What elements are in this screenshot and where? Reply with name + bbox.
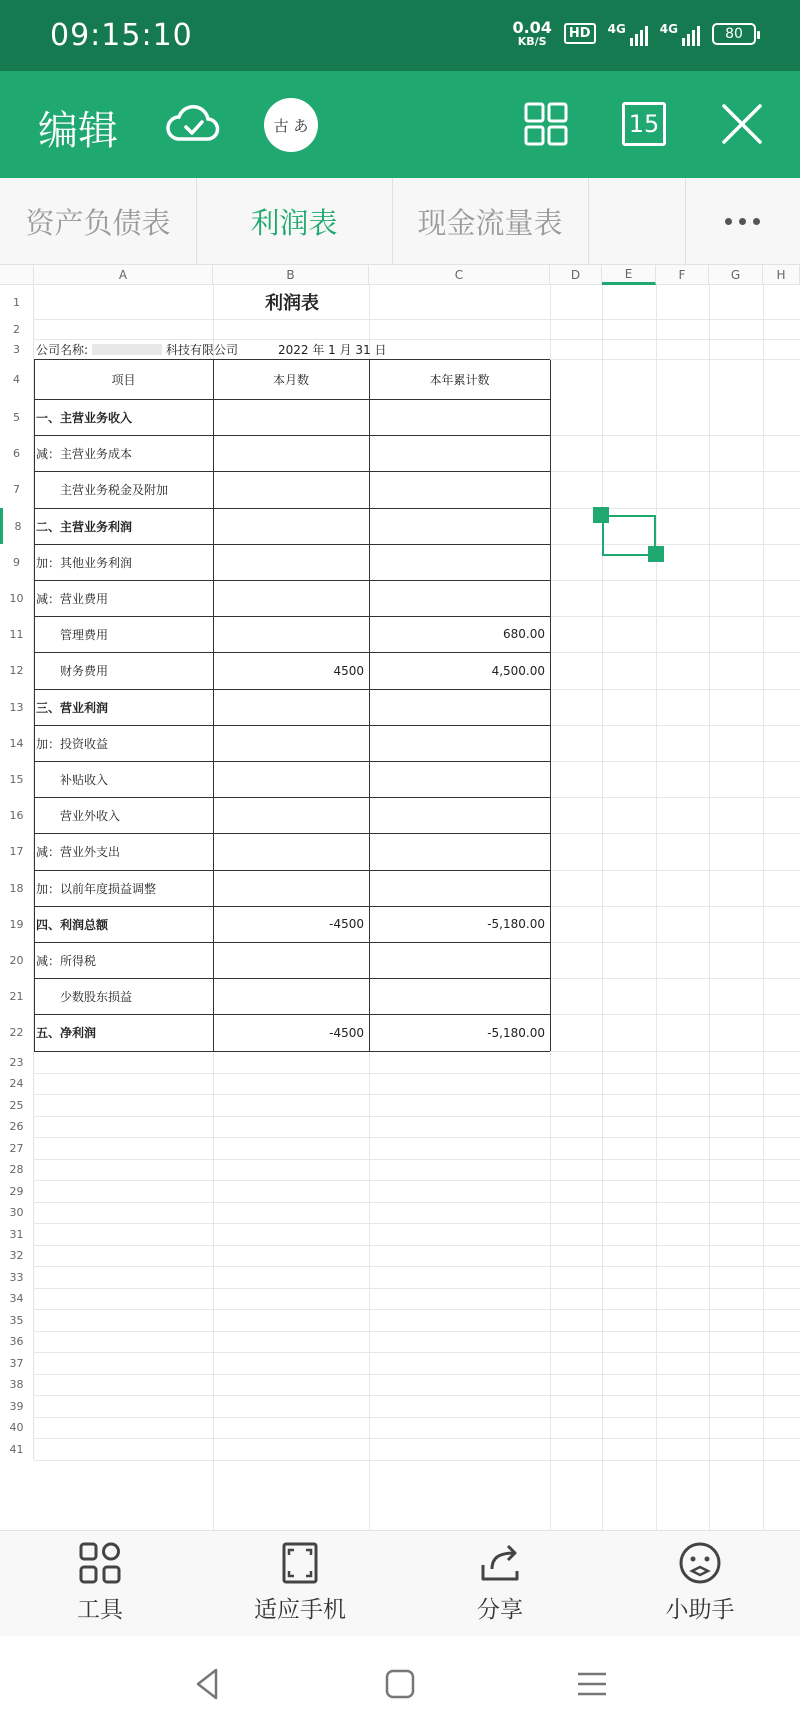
status-icons [512, 20, 756, 47]
hd-icon: HD [564, 23, 596, 44]
row-header[interactable]: 32 [0, 1245, 34, 1266]
column-header[interactable]: F [656, 265, 709, 285]
table-cell-ytd[interactable] [369, 435, 550, 471]
table-cell-item[interactable]: 三、营业利润 [36, 700, 109, 715]
tab-income-statement[interactable]: 利润表 [250, 206, 338, 240]
more-icon[interactable] [685, 178, 800, 265]
sheet-title[interactable]: 利润表 [265, 293, 319, 314]
row-header[interactable]: 39 [0, 1395, 34, 1417]
column-header-selected[interactable]: E [602, 265, 656, 285]
column-header[interactable]: B [213, 265, 369, 285]
table-cell-item[interactable]: 一、主营业务收入 [36, 410, 133, 425]
table-cell-ytd[interactable] [369, 833, 550, 870]
table-cell-ytd[interactable]: -5,180.00 [487, 917, 545, 931]
row-header[interactable]: 21 [0, 978, 34, 1014]
sheet-tabs [0, 178, 800, 265]
table-cell-month[interactable] [213, 399, 369, 435]
table-cell-ytd[interactable] [369, 471, 550, 508]
tab-balance-sheet[interactable]: 资产负债表 [25, 206, 171, 240]
row-header[interactable]: 15 [0, 761, 34, 797]
header-month[interactable]: 本月数 [272, 372, 309, 387]
row-header[interactable]: 8 [0, 508, 34, 544]
header-ytd[interactable]: 本年累计数 [429, 372, 490, 387]
report-date-cell[interactable]: 2022 年 1 月 31 日 [278, 342, 387, 357]
table-cell-item[interactable]: 减：营业外支出 [36, 845, 121, 859]
table-cell-item[interactable]: 补贴收入 [60, 772, 109, 787]
row-header[interactable]: 37 [0, 1352, 34, 1374]
row-header[interactable]: 11 [0, 616, 34, 652]
table-cell-ytd[interactable] [369, 761, 550, 797]
table-cell-item[interactable]: 四、利润总额 [36, 917, 109, 932]
table-cell-month[interactable] [213, 508, 369, 544]
spreadsheet-grid[interactable] [0, 265, 800, 1530]
row-header[interactable]: 10 [0, 580, 34, 616]
row-header[interactable]: 5 [0, 399, 34, 435]
bottom-toolbar [0, 1530, 800, 1636]
table-cell-item[interactable]: 减：所得税 [36, 953, 97, 968]
assistant-icon [678, 1541, 722, 1585]
table-cell-month[interactable] [213, 544, 369, 580]
assistant-button[interactable]: 小助手 [610, 1541, 790, 1631]
table-cell-ytd[interactable] [369, 870, 550, 906]
row-header[interactable]: 40 [0, 1417, 34, 1438]
table-cell-month[interactable] [213, 689, 369, 725]
table-cell-month[interactable] [213, 797, 369, 833]
edit-button[interactable]: 编辑 [38, 108, 118, 154]
row-header[interactable]: 16 [0, 797, 34, 833]
row-header[interactable]: 33 [0, 1266, 34, 1288]
signal-icon: 4G [660, 22, 700, 46]
tools-button[interactable]: 工具 [10, 1541, 190, 1631]
fit-phone-button[interactable]: 适应手机 [210, 1541, 390, 1631]
table-cell-ytd[interactable] [369, 978, 550, 1014]
table-cell-item[interactable]: 减：营业费用 [36, 591, 109, 606]
row-header[interactable]: 22 [0, 1014, 34, 1051]
table-cell-ytd[interactable]: -5,180.00 [487, 1025, 545, 1040]
table-cell-ytd[interactable] [369, 797, 550, 833]
row-header[interactable]: 7 [0, 471, 34, 508]
calendar-icon[interactable]: 15 [622, 102, 666, 146]
row-header[interactable]: 30 [0, 1202, 34, 1223]
column-header[interactable]: C [369, 265, 550, 285]
table-cell-month[interactable]: -4500 [329, 917, 364, 931]
row-header[interactable]: 35 [0, 1309, 34, 1331]
row-header[interactable]: 9 [0, 544, 34, 580]
app-header [0, 71, 800, 178]
table-cell-month[interactable] [213, 580, 369, 616]
row-header[interactable]: 23 [0, 1051, 34, 1073]
table-cell-item[interactable]: 少数股东损益 [60, 989, 133, 1004]
table-cell-ytd[interactable] [369, 544, 550, 580]
cloud-sync-icon[interactable] [165, 101, 221, 145]
system-nav-bar [0, 1636, 800, 1733]
row-header[interactable]: 24 [0, 1073, 34, 1094]
table-cell-item[interactable]: 加：以前年度损益调整 [36, 881, 157, 896]
row-header[interactable]: 25 [0, 1094, 34, 1116]
table-cell-item[interactable]: 主营业务税金及附加 [60, 483, 169, 497]
row-header[interactable]: 36 [0, 1331, 34, 1352]
table-cell-ytd[interactable] [369, 689, 550, 725]
table-cell-item[interactable]: 五、净利润 [36, 1026, 97, 1040]
table-cell-ytd[interactable] [369, 580, 550, 616]
table-cell-month[interactable] [213, 870, 369, 906]
table-cell-ytd[interactable] [369, 399, 550, 435]
table-cell-ytd[interactable]: 4,500.00 [491, 663, 545, 678]
table-cell-item[interactable]: 二、主营业务利润 [36, 519, 133, 534]
table-cell-item[interactable]: 财务费用 [60, 664, 109, 678]
header-item[interactable]: 项目 [111, 372, 136, 387]
battery-icon: 80 [712, 23, 756, 45]
close-icon[interactable] [720, 102, 764, 146]
row-header[interactable]: 18 [0, 870, 34, 906]
share-icon [478, 1541, 522, 1585]
row-header[interactable]: 14 [0, 725, 34, 761]
table-cell-item[interactable]: 管理费用 [60, 627, 109, 642]
corner-cell[interactable] [0, 265, 34, 285]
table-cell-month[interactable] [213, 725, 369, 761]
table-cell-ytd[interactable]: 680.00 [503, 627, 545, 641]
table-cell-month[interactable] [213, 471, 369, 508]
grid-view-icon[interactable] [524, 102, 568, 146]
company-name-cell[interactable]: 公司名称: 科技有限公司 [36, 342, 239, 357]
signal-icon: 4G [608, 22, 648, 46]
table-cell-month[interactable] [213, 761, 369, 797]
selection-handle-bottom[interactable] [648, 546, 664, 562]
column-header[interactable]: G [709, 265, 763, 285]
table-cell-ytd[interactable] [369, 725, 550, 761]
table-cell-month[interactable]: -4500 [329, 1025, 364, 1040]
table-cell-item[interactable]: 加：投资收益 [36, 736, 109, 751]
row-header[interactable]: 3 [0, 339, 34, 359]
table-cell-month[interactable]: 4500 [333, 663, 364, 678]
row-header[interactable]: 2 [0, 319, 34, 339]
table-cell-ytd[interactable] [369, 942, 550, 978]
row-header[interactable]: 1 [0, 285, 34, 319]
row-header[interactable]: 27 [0, 1137, 34, 1159]
row-header[interactable]: 19 [0, 906, 34, 942]
back-icon[interactable] [190, 1666, 226, 1702]
row-header[interactable]: 29 [0, 1180, 34, 1202]
column-header[interactable]: A [34, 265, 213, 285]
row-header[interactable]: 41 [0, 1438, 34, 1460]
net-speed: 0.04 KB/S [512, 18, 552, 48]
avatar[interactable]: 古 あ [264, 98, 318, 152]
table-cell-ytd[interactable] [369, 508, 550, 544]
column-header[interactable]: H [763, 265, 800, 285]
table-cell-month[interactable] [213, 942, 369, 978]
row-header[interactable]: 20 [0, 942, 34, 978]
row-header[interactable]: 4 [0, 359, 34, 399]
row-header[interactable]: 17 [0, 833, 34, 870]
table-cell-month[interactable] [213, 978, 369, 1014]
tab-cash-flow[interactable]: 现金流量表 [417, 206, 563, 240]
menu-icon[interactable] [574, 1666, 610, 1702]
table-cell-item[interactable]: 加：其他业务利润 [36, 555, 133, 570]
row-header[interactable]: 26 [0, 1116, 34, 1137]
row-header[interactable]: 38 [0, 1374, 34, 1395]
selection-handle-top[interactable] [593, 507, 609, 523]
row-header[interactable]: 6 [0, 435, 34, 471]
fit-screen-icon [278, 1541, 322, 1585]
tools-icon [78, 1541, 122, 1585]
row-header[interactable]: 28 [0, 1159, 34, 1180]
row-header[interactable]: 34 [0, 1288, 34, 1309]
home-icon[interactable] [382, 1666, 418, 1702]
row-header[interactable]: 12 [0, 652, 34, 689]
row-header[interactable]: 13 [0, 689, 34, 725]
row-header[interactable]: 31 [0, 1223, 34, 1245]
status-time: 09:15:10 [50, 18, 193, 53]
table-cell-month[interactable] [213, 435, 369, 471]
table-cell-month[interactable] [213, 833, 369, 870]
table-cell-month[interactable] [213, 616, 369, 652]
table-cell-item[interactable]: 减：主营业务成本 [36, 446, 133, 461]
column-header[interactable]: D [550, 265, 602, 285]
table-cell-item[interactable]: 营业外收入 [60, 808, 121, 823]
status-bar [0, 0, 800, 71]
share-button[interactable]: 分享 [410, 1541, 590, 1631]
